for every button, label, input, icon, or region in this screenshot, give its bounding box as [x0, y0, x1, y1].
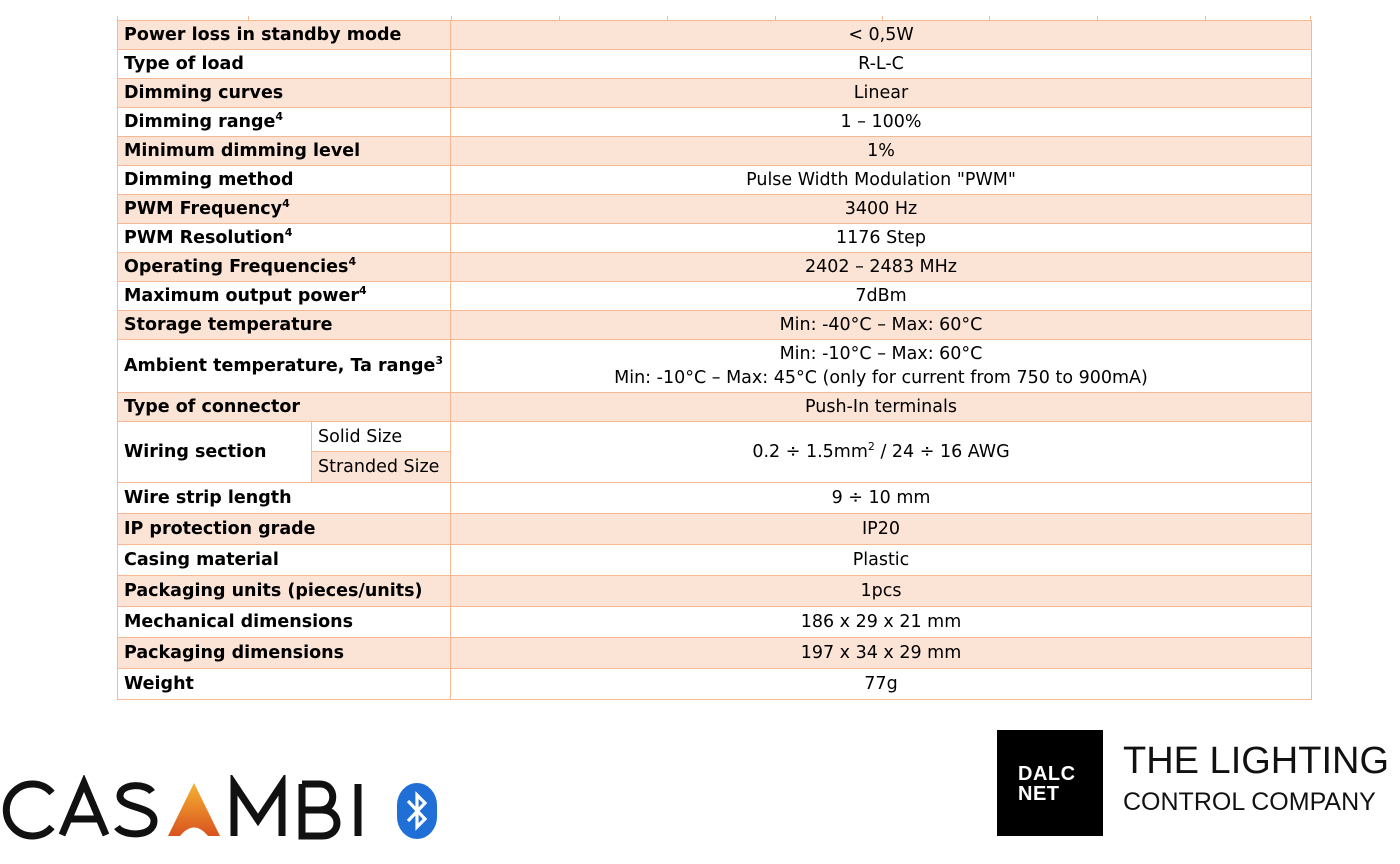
spec-value: 1176 Step: [451, 224, 1312, 253]
spec-label-text: PWM Frequency: [124, 199, 283, 219]
company-tagline-line1: THE LIGHTING: [1123, 740, 1390, 782]
table-row: [118, 21, 1312, 50]
table-row: [118, 638, 1312, 669]
spec-label: [118, 50, 451, 79]
spec-label: [118, 224, 451, 253]
footnote-marker: 3: [435, 354, 443, 368]
spec-value: Push-In terminals: [451, 393, 1312, 422]
spec-label-text: Dimming range: [124, 112, 276, 132]
spec-label-text: PWM Resolution: [124, 228, 285, 248]
spec-value: 9 ÷ 10 mm: [451, 483, 1312, 514]
table-row: [118, 108, 1312, 137]
spec-label-text: Dimming curves: [124, 83, 284, 103]
table-row: [118, 224, 1312, 253]
spec-value: Plastic: [451, 545, 1312, 576]
table-row: [118, 340, 1312, 393]
footnote-marker: 4: [282, 197, 290, 211]
spec-label-text: Power loss in standby mode: [124, 25, 402, 45]
specifications-table: [117, 20, 1312, 700]
spec-value: < 0,5W: [451, 21, 1312, 50]
spec-value: IP20: [451, 514, 1312, 545]
table-row: [118, 137, 1312, 166]
spec-label-text: Mechanical dimensions: [124, 612, 354, 632]
spec-label: [118, 669, 451, 700]
company-tagline-line2: CONTROL COMPANY: [1123, 788, 1376, 816]
bluetooth-icon: [396, 782, 438, 840]
footnote-marker: 4: [275, 110, 284, 124]
spec-label-text: Packaging dimensions: [124, 643, 344, 663]
spec-label: [118, 514, 451, 545]
spec-label: [118, 166, 451, 195]
spec-label-text: Storage temperature: [124, 315, 333, 335]
spec-value: 1%: [451, 137, 1312, 166]
spec-value: 1 – 100%: [451, 108, 1312, 137]
spec-value: Min: -40°C – Max: 60°C: [451, 311, 1312, 340]
table-row: [118, 545, 1312, 576]
spec-value: Pulse Width Modulation "PWM": [451, 166, 1312, 195]
dalcnet-logo: [997, 730, 1103, 836]
spec-label: [118, 195, 451, 224]
spec-label: [118, 638, 451, 669]
spec-value-line: Min: -10°C – Max: 45°C (only for current from 750 to 900mA): [614, 368, 1148, 388]
spec-label-text: Ambient temperature, Ta range: [124, 356, 436, 376]
spec-label-text: Operating Frequencies: [124, 257, 349, 277]
spec-label-text: IP protection grade: [124, 519, 316, 539]
spec-value: [451, 340, 1312, 393]
spec-label-text: Type of connector: [124, 397, 301, 417]
table-row: [118, 253, 1312, 282]
spec-label-text: Type of load: [124, 54, 244, 74]
table-row: [118, 282, 1312, 311]
spec-value-line: Min: -10°C – Max: 60°C: [779, 344, 983, 364]
spec-label: [118, 79, 451, 108]
table-row: [118, 393, 1312, 422]
spec-value-text: / 24 ÷ 16 AWG: [874, 442, 1010, 462]
dalcnet-logo-line1: DALC: [1018, 763, 1076, 785]
spec-label: [118, 576, 451, 607]
table-row: [118, 607, 1312, 638]
spec-label: [118, 393, 451, 422]
casambi-logo: [0, 775, 440, 845]
table-row: [118, 514, 1312, 545]
footnote-marker: 4: [359, 284, 367, 298]
spec-label: [118, 340, 451, 393]
spec-label: [118, 137, 451, 166]
spec-label-text: Weight: [124, 674, 194, 694]
spec-label: [118, 282, 451, 311]
spec-value: 1pcs: [451, 576, 1312, 607]
table-row: [118, 576, 1312, 607]
spec-label: [118, 21, 451, 50]
table-row: [118, 166, 1312, 195]
table-row: [118, 422, 1312, 452]
spec-label-text: Dimming method: [124, 170, 294, 190]
spec-label-text: Casing material: [124, 550, 279, 570]
spec-label-text: Maximum output power: [124, 286, 360, 306]
spec-value: 186 x 29 x 21 mm: [451, 607, 1312, 638]
table-row: [118, 50, 1312, 79]
table-row: [118, 483, 1312, 514]
spec-label: [118, 545, 451, 576]
spec-label: [118, 607, 451, 638]
dalcnet-logo-line2: NET: [1018, 783, 1060, 805]
spec-value: 2402 – 2483 MHz: [451, 253, 1312, 282]
spec-label: [118, 311, 451, 340]
spec-label-text: Minimum dimming level: [124, 141, 361, 161]
wiring-solid-size: Solid Size: [312, 422, 451, 452]
table-row: [118, 669, 1312, 700]
spec-label: Wiring section: [118, 422, 312, 483]
spec-value: Linear: [451, 79, 1312, 108]
spec-label-text: Wire strip length: [124, 488, 292, 508]
footnote-marker: 4: [284, 226, 293, 240]
spec-value: 3400 Hz: [451, 195, 1312, 224]
spec-value: 77g: [451, 669, 1312, 700]
table-row: [118, 311, 1312, 340]
spec-value: R-L-C: [451, 50, 1312, 79]
footnote-marker: 4: [348, 255, 357, 269]
spec-label-text: Packaging units (pieces/units): [124, 581, 423, 601]
spec-label: [118, 483, 451, 514]
superscript: 2: [867, 440, 875, 454]
spec-value-text: 0.2 ÷ 1.5mm: [752, 442, 868, 462]
casambi-logo-mark: [0, 775, 440, 845]
table-row: [118, 79, 1312, 108]
spec-value: 197 x 34 x 29 mm: [451, 638, 1312, 669]
wiring-stranded-size: Stranded Size: [312, 452, 451, 483]
table-row: [118, 195, 1312, 224]
spec-value: [451, 422, 1312, 483]
spec-label: [118, 253, 451, 282]
spec-value: 7dBm: [451, 282, 1312, 311]
spec-label: [118, 108, 451, 137]
